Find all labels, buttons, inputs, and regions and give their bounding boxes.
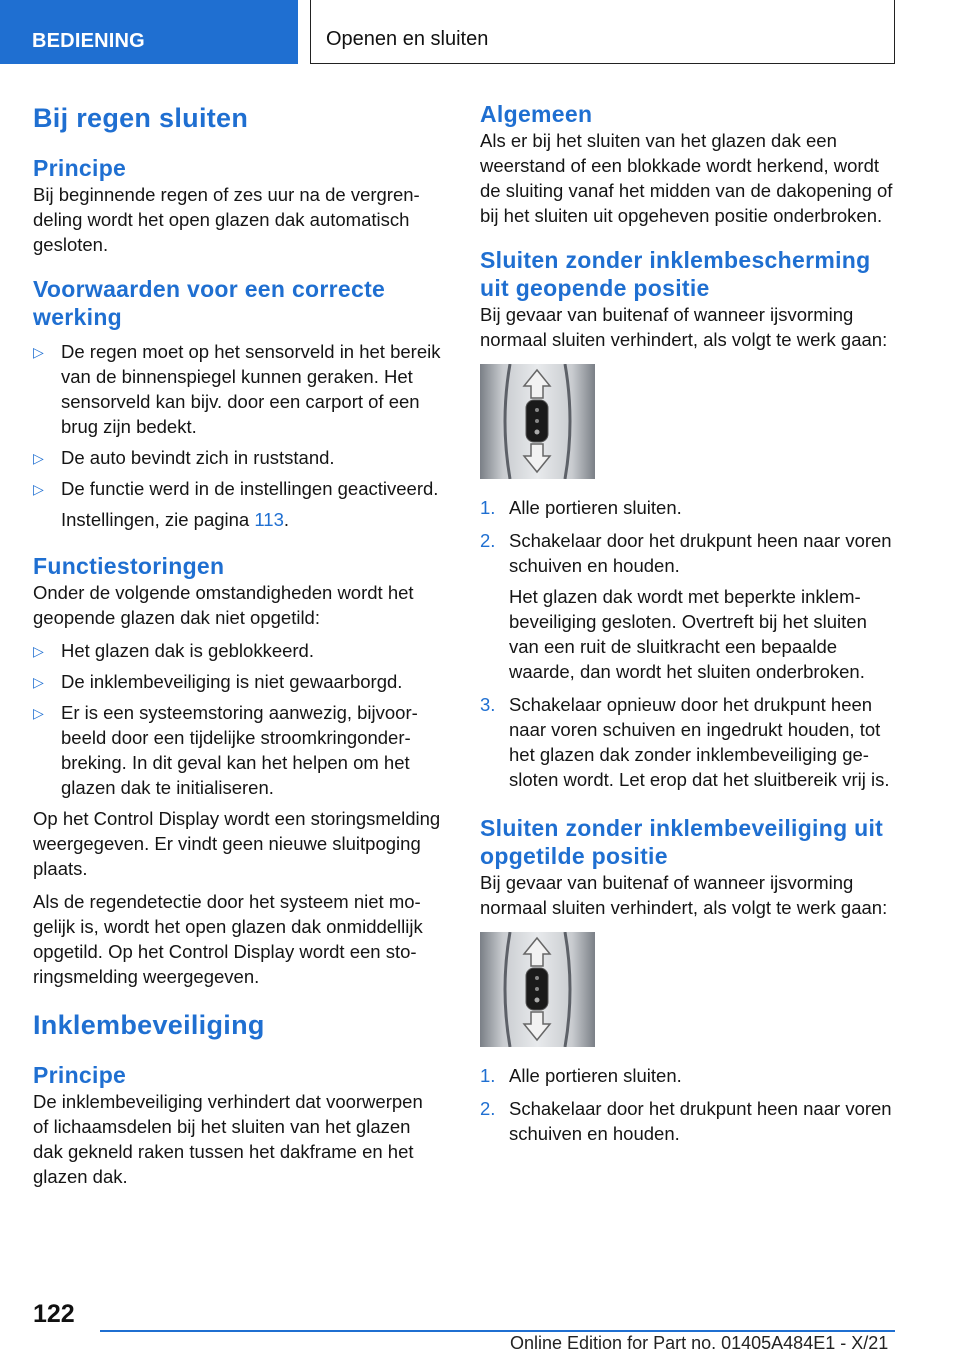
storingen-paragraph-2: Als de regendetectie door het systeem niet mogelijk is, wordt het open glazen dak onmiddellijk opgetild. Op het Control Display wordt een storingsmelding weergegeven. [33,891,423,987]
principe-text: Bij beginnende regen of zes uur na de vergrendeling wordt het open glazen dak automatisch gesloten. [33,184,420,255]
list-item: ▷ De regen moet op het sensorveld in het bereik van de binnenspiegel kunnen geraken. Het sensorveld kan bijv. door een carport of een brug zijn bedekt. [33,341,441,437]
list-item: 1. Alle portieren sluiten. [480,497,682,518]
footer-rule [100,1330,895,1332]
heading-algemeen: Algemeen [480,101,593,127]
heading-geopend: Sluiten zonder inklembescherming uit geopende positie [480,247,871,301]
section-title-inklem: Inklembeveiliging [33,1010,265,1040]
list-item: ▷ De auto bevindt zich in ruststand. [33,445,443,470]
section-title-regen: Bij regen sluiten [33,103,249,133]
chapter-title: Openen en sluiten [310,0,895,64]
edition-note: Online Edition for Part no. 01405A484E1 - X/21 [510,1333,889,1353]
triangle-bullet-icon: ▷ [33,643,44,659]
voorwaarden-list [33,339,443,532]
list-item: ▷ Er is een systeemstoring aanwezig, bijvoorbeeld door een tijdelijke stroomkringonderbreking. In dit geval kan het helpen om het glazen dak te initialiseren. [33,702,418,798]
list-item: ▷ De functie werd in de instellingen geactiveerd. Instellingen, zie pagina 113. [33,476,443,532]
instellingen-reference: Instellingen, zie pagina 113. [61,509,289,530]
list-item: 2. Schakelaar door het drukpunt heen naar voren schuiven en houden. Het glazen dak wordt met beperkte inklembeveiliging gesloten. Overtreft bij het sluiten van een ruit de sluitkracht een bepaalde waarde, dan wordt het sluiten onderbroken. [480,530,892,682]
triangle-bullet-icon: ▷ [33,674,44,690]
list-item: ▷ De inklembeveiliging is niet gewaarborgd. [33,669,443,694]
page-number: 122 [33,1300,75,1328]
geopend-intro: Bij gevaar van buitenaf of wanneer ijsvorming normaal sluiten verhindert, als volgt te werk gaan: [480,304,888,350]
opgetild-steps [480,1063,898,1146]
list-item: 3. Schakelaar opnieuw door het drukpunt heen naar voren schuiven en ingedrukt houden, tot het glazen dak zonder inklembeveiliging gesloten wordt. Let erop dat het sluitbereik vrij is. [480,694,890,790]
section-tab: BEDIENING [0,0,298,64]
list-item: ▷ Het glazen dak is geblokkeerd. [33,638,443,663]
geopend-steps [480,495,898,792]
left-column [33,100,443,1189]
list-item: 1. Alle portieren sluiten. [480,1065,682,1086]
heading-inklem-principe: Principe [33,1062,127,1088]
heading-principe: Principe [33,155,127,181]
algemeen-text: Als er bij het sluiten van het glazen dak een weerstand of een blokkade wordt herkend, wordt de sluiting vanaf het midden van de dakopening of bij het sluiten uit opgeheven positie onderbroken. [480,130,893,226]
heading-opgetild: Sluiten zonder inklembeveiliging uit opgetilde positie [480,815,884,869]
heading-functiestoringen: Functiestoringen [33,553,225,579]
heading-voorwaarden: Voorwaarden voor een correcte werking [33,276,386,330]
triangle-bullet-icon: ▷ [33,481,44,497]
triangle-bullet-icon: ▷ [33,450,44,466]
list-item: 2. Schakelaar door het drukpunt heen naar voren schuiven en houden. [480,1098,892,1144]
right-column [480,100,898,1154]
triangle-bullet-icon: ▷ [33,344,44,360]
page-link[interactable]: 113 [254,509,284,530]
triangle-bullet-icon: ▷ [33,705,44,721]
roof-switch-illustration-2 [480,932,595,1047]
roof-switch-illustration-1 [480,364,595,479]
inklem-principe-text: De inklembeveiliging verhindert dat voorwerpen of lichaamsdelen bij het sluiten van het glazen dak gekneld raken tussen het dakframe en het glazen dak. [33,1091,423,1187]
storingen-list [33,638,443,800]
storingen-intro: Onder de volgende omstandigheden wordt het geopende glazen dak niet opgetild: [33,582,414,628]
storingen-paragraph-1: Op het Control Display wordt een storingsmelding weergegeven. Er vindt geen nieuwe sluitpoging plaats. [33,808,441,879]
opgetild-intro: Bij gevaar van buitenaf of wanneer ijsvorming normaal sluiten verhindert, als volgt te werk gaan: [480,872,888,918]
